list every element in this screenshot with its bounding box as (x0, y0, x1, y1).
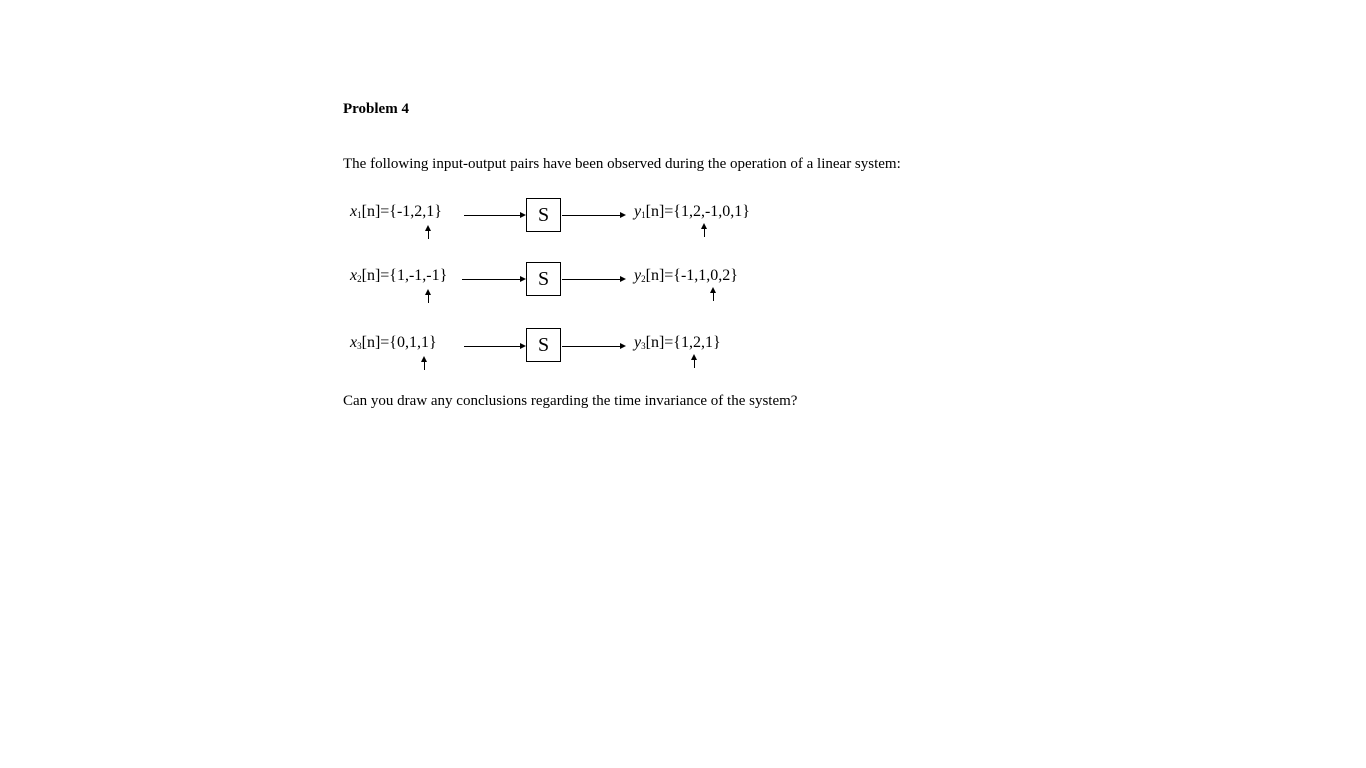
input-signal-1: $x_1[n]=\{-1,2,1\}$ (350, 203, 442, 220)
input-origin-stem-3 (424, 361, 425, 370)
output-arrow-3 (620, 343, 626, 349)
input-line-3 (464, 346, 520, 347)
system-block-1: S (526, 198, 561, 232)
output-arrow-1 (620, 212, 626, 218)
intro-text: The following input-output pairs have been observed during the operation of a linear system: (343, 156, 901, 172)
input-origin-stem-1 (428, 230, 429, 239)
output-origin-stem-1 (704, 228, 705, 237)
question-text: Can you draw any conclusions regarding the time invariance of the system? (343, 393, 798, 409)
problem-title: Problem 4 (343, 101, 409, 117)
output-origin-stem-2 (713, 292, 714, 301)
output-signal-3: $y_3[n]=\{1,2,1\}$ (634, 334, 721, 351)
system-block-2: S (526, 262, 561, 296)
output-origin-stem-3 (694, 359, 695, 368)
input-signal-3: $x_3[n]=\{0,1,1\}$ (350, 334, 437, 351)
output-line-1 (562, 215, 620, 216)
input-origin-stem-2 (428, 294, 429, 303)
input-line-2 (462, 279, 520, 280)
output-line-3 (562, 346, 620, 347)
output-line-2 (562, 279, 620, 280)
output-signal-2: $y_2[n]=\{-1,1,0,2\}$ (634, 267, 738, 284)
output-arrow-2 (620, 276, 626, 282)
input-signal-2: $x_2[n]=\{1,-1,-1\}$ (350, 267, 448, 284)
output-signal-1: $y_1[n]=\{1,2,-1,0,1\}$ (634, 203, 750, 220)
system-block-3: S (526, 328, 561, 362)
input-line-1 (464, 215, 520, 216)
